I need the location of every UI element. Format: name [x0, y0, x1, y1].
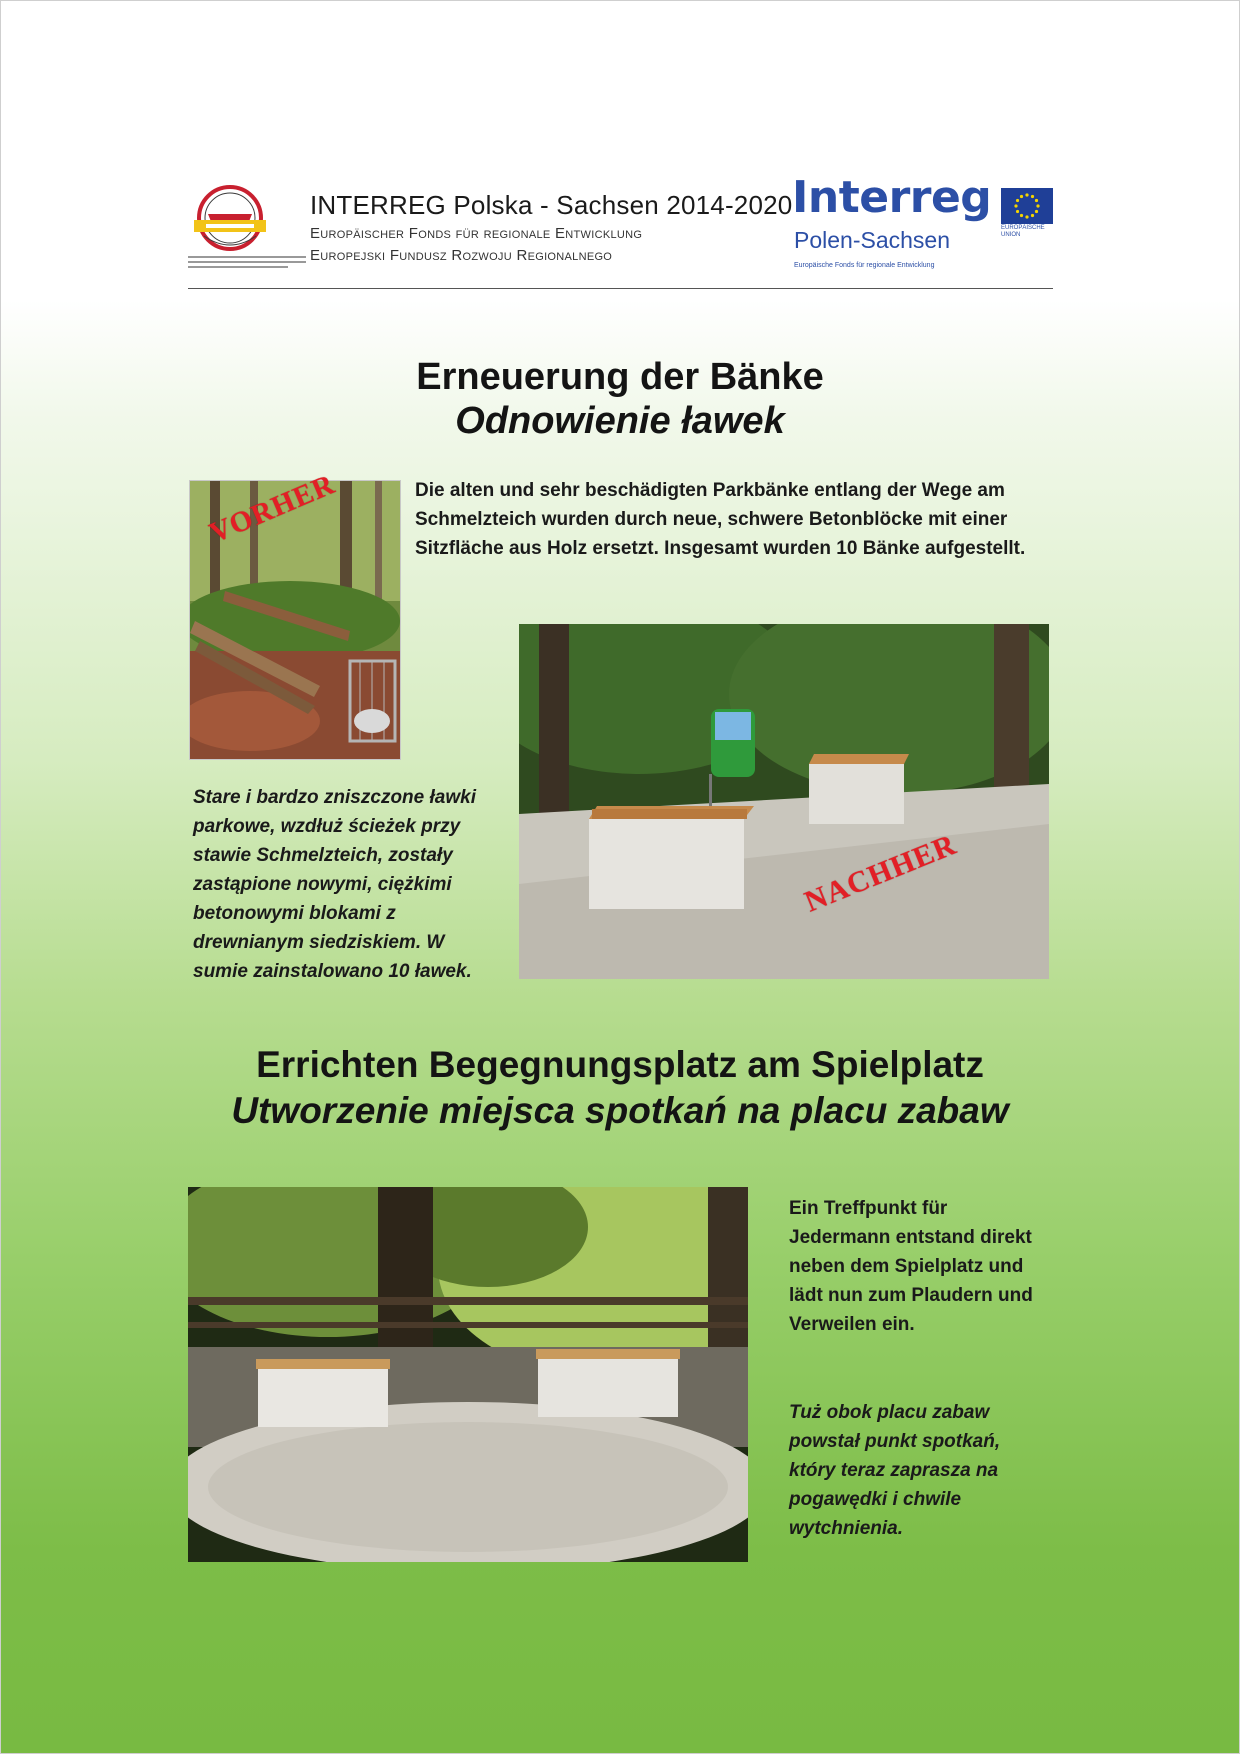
- stamp-before: VORHER: [205, 468, 340, 550]
- programme-title: INTERREG Polska - Sachsen 2014-2020: [310, 190, 793, 220]
- eu-label: EUROPÄISCHE UNION: [1001, 225, 1045, 238]
- stamp-after: NACHHER: [800, 827, 962, 919]
- section2-title-pl: Utworzenie miejsca spotkań na placu zabaw: [231, 1090, 1009, 1131]
- fund-name-de: Europäischer Fonds für regionale Entwicklung: [310, 225, 643, 242]
- meeting-place-photo: [188, 1187, 748, 1562]
- section1-text-de: Die alten und sehr beschädigten Parkbänke entlang der Wege am Schmelzteich wurden durch neue, schwere Betonblöcke mit einer Sitzfläche aus Holz ersetzt. Insgesamt wurden 10 Bänke aufgestellt.: [415, 480, 1026, 559]
- section1-title-de: Erneuerung der Bänke: [416, 356, 824, 398]
- interreg-logo-tagline: Europäische Fonds für regionale Entwicklung: [794, 262, 935, 269]
- fund-name-pl: Europejski Fundusz Rozwoju Regionalnego: [310, 247, 613, 264]
- after-bench-photo: [519, 624, 1049, 979]
- eu-flag-icon: [1001, 188, 1053, 224]
- interreg-logo: [792, 172, 992, 272]
- section1-text-pl: Stare i bardzo zniszczone ławki parkowe, wzdłuż ścieżek przy stawie Schmelzteich, zostały zastąpione nowymi, ciężkimi betonowymi blokami z drewnianym siedziskiem. W sumie zainstalowano 10 ławek.: [193, 787, 476, 982]
- section2-title-de: Errichten Begegnungsplatz am Spielplatz: [256, 1044, 984, 1085]
- interreg-logo-word: Interreg: [792, 172, 992, 223]
- section1-title-pl: Odnowienie ławek: [455, 400, 785, 442]
- interreg-logo-region: Polen-Sachsen: [794, 227, 950, 253]
- section2-text-pl: Tuż obok placu zabaw powstał punkt spotkań, który teraz zaprasza na pogawędki i chwile wytchnienia.: [789, 1402, 1001, 1539]
- partner-seal-logo: [188, 184, 306, 268]
- section2-text-de: Ein Treffpunkt für Jedermann entstand direkt neben dem Spielplatz und lädt nun zum Plaudern und Verweilen ein.: [789, 1198, 1033, 1335]
- header-divider: [188, 288, 1053, 289]
- header: [188, 172, 1053, 288]
